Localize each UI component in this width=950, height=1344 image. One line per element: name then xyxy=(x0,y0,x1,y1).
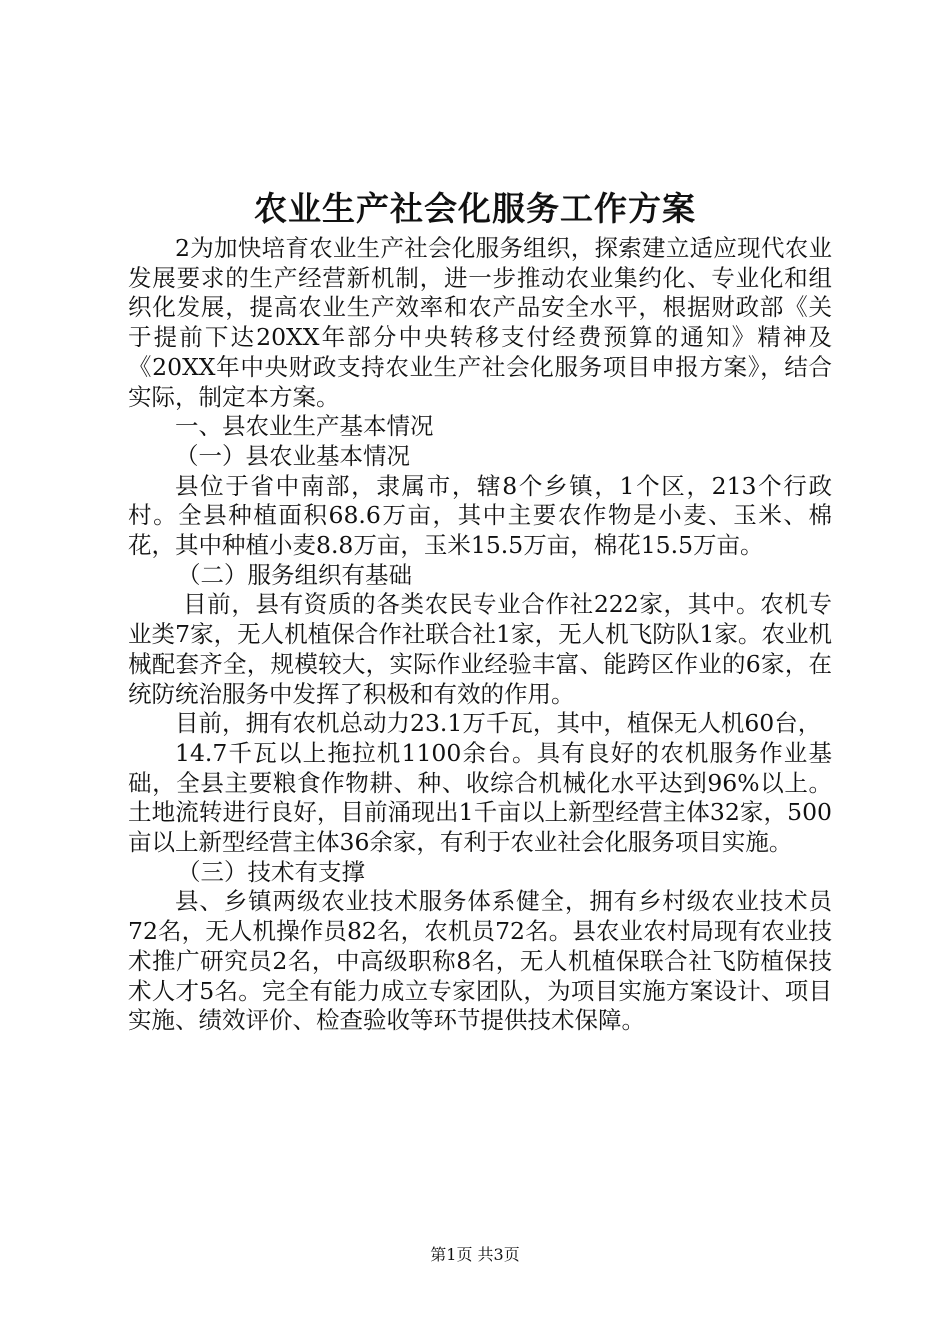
paragraph-machinery-power: 目前，拥有农机总动力23.1万千瓦，其中，植保无人机60台， xyxy=(175,709,822,738)
section-heading-1: 一、县农业生产基本情况 xyxy=(175,412,434,441)
paragraph-tractors: 14.7千瓦以上拖拉机1100余台。具有良好的农机服务作业基础，全县主要粮食作物耕、种、收综合机械化水平达到96%以上。土地流转进行良好，目前涌现出1千亩以上新型经营主体32家，500亩以上新型经营主体36余家，有利于农业社会化服务项目实施。 xyxy=(128,738,832,857)
document-body xyxy=(128,234,832,1036)
paragraph-basic-situation: 县位于省中南部，隶属市，辖8个乡镇，1个区，213个行政村。全县种植面积68.6万亩，其中主要农作物是小麦、玉米、棉花，其中种植小麦8.8万亩，玉米15.5万亩，棉花15.5万亩。 xyxy=(128,471,832,560)
subsection-heading-1: （一）县农业基本情况 xyxy=(175,441,410,470)
subsection-heading-3: （三）技术有支撑 xyxy=(177,857,365,886)
document-title: 农业生产社会化服务工作方案 xyxy=(254,189,696,228)
paragraph-service-orgs: 目前，县有资质的各类农民专业合作社222家，其中。农机专业类7家，无人机植保合作社联合社1家，无人机飞防队1家。农业机械配套齐全，规模较大，实际作业经验丰富、能跨区作业的6家，在统防统治服务中发挥了积极和有效的作用。 xyxy=(128,590,832,708)
paragraph-technical-support: 县、乡镇两级农业技术服务体系健全，拥有乡村级农业技术员72名，无人机操作员82名，农机员72名。县农业农村局现有农业技术推广研究员2名，中高级职称8名，无人机植保联合社飞防植保技术人才5名。完全有能力成立专家团队，为项目实施方案设计、项目实施、绩效评价、检查验收等环节提供技术保障。 xyxy=(128,887,832,1035)
page-footer: 第1页 共3页 xyxy=(430,1245,520,1264)
subsection-heading-2: （二）服务组织有基础 xyxy=(177,560,412,589)
intro-paragraph: 2为加快培育农业生产社会化服务组织，探索建立适应现代农业发展要求的生产经营新机制，进一步推动农业集约化、专业化和组织化发展，提高农业生产效率和农产品安全水平，根据财政部《关于提前下达20XX年部分中央转移支付经费预算的通知》精神及《20XX年中央财政支持农业生产社会化服务项目申报方案》，结合实际，制定本方案。 xyxy=(128,234,832,411)
